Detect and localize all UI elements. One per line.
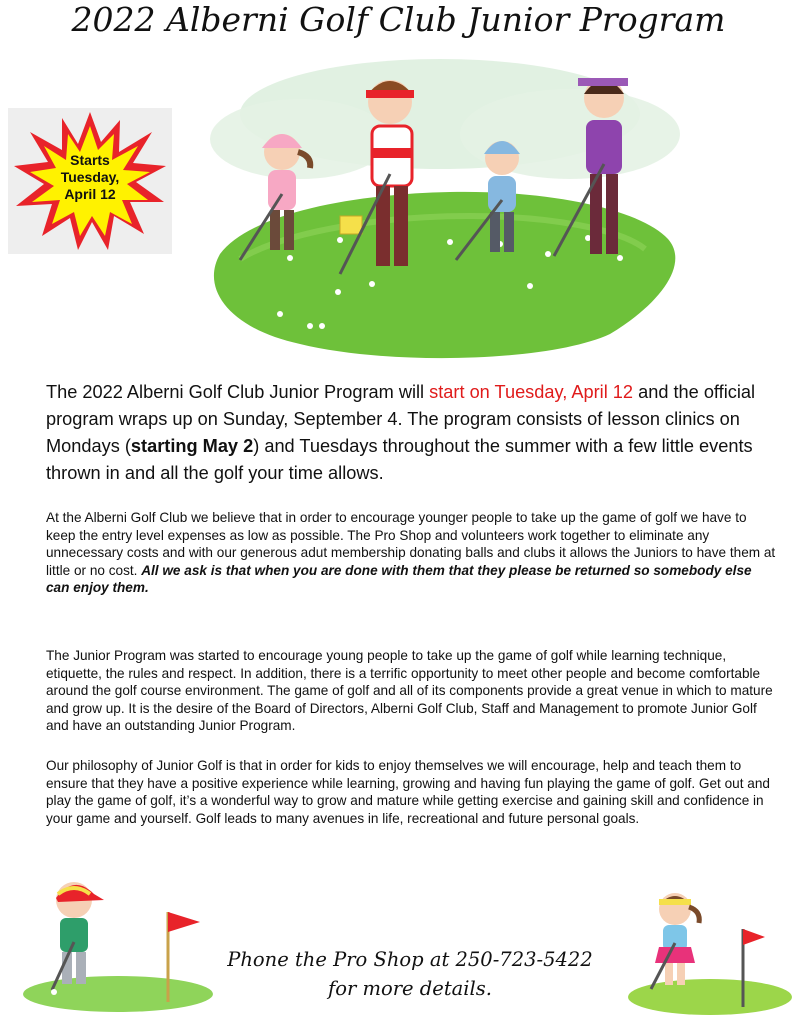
intro-clinic-start: starting May 2 (130, 436, 254, 456)
body-paragraph-1 (46, 509, 776, 597)
body-paragraph-2: The Junior Program was started to encourage young people to take up the game of golf while learning technique, etiquette, the rules and respect. In addition, there is a terrific opportunity to meet other people and become comfortable around the golf course environment. The game of golf and all of its components provide a great venue in which to mature and grow up. It is the desire of the Board of Directors, Alberni Golf Club, Staff and Management to promote Junior Golf and have an outstanding Junior Program. (46, 648, 773, 734)
starburst-line-2: Tuesday, (60, 169, 120, 185)
starburst-text (8, 152, 172, 203)
starburst-line-1: Starts (70, 152, 110, 168)
intro-start-date: start on Tuesday, April 12 (429, 382, 634, 402)
para1-emphasis: All we ask is that when you are done with them that they please be returned so somebody else can enjoy them. (46, 562, 752, 596)
intro-part-1: The 2022 Alberni Golf Club Junior Program will (46, 382, 430, 402)
family-golf-illustration (190, 44, 710, 369)
intro-paragraph (46, 379, 776, 487)
starburst-line-3: April 12 (64, 186, 116, 202)
starburst-badge (8, 108, 172, 254)
girl-golfer-illustration (615, 885, 793, 1020)
page-title: 2022 Alberni Golf Club Junior Program (71, 0, 726, 39)
footer-phone: Phone the Pro Shop at 250-723-5422 (227, 948, 593, 971)
footer-contact (190, 945, 630, 1003)
intro-part-2: and the official program wraps up on Sunday, September 4. The program consists of lesson clinics on Mondays ( (46, 382, 756, 456)
boy-golfer-illustration (18, 872, 218, 1017)
para1-text: At the Alberni Golf Club we believe that in order to encourage younger people to take up the game of golf we have to keep the entry level expenses as low as possible. The Pro Shop and volunteers work together to eliminate any unnecessary costs and with our generous adut membership donating balls and clubs it allows the Juniors to have them at little or no cost. (46, 510, 776, 578)
footer-details: for more details. (328, 977, 492, 1000)
body-paragraph-3: Our philosophy of Junior Golf is that in order for kids to enjoy themselves we will encourage, help and teach them to ensure that they have a positive experience while learning, growing and having fun playing the game of golf. Get out and play the game of golf, it’s a wonderful way to grow and mature while getting exercise and gaining skill and confidence in your game and yourself. Golf leads to many avenues in life, recreational and future personal goals. (46, 758, 770, 826)
intro-part-3: ) and Tuesdays throughout the summer with a few little events thrown in and all the golf your time allows. (46, 436, 753, 483)
